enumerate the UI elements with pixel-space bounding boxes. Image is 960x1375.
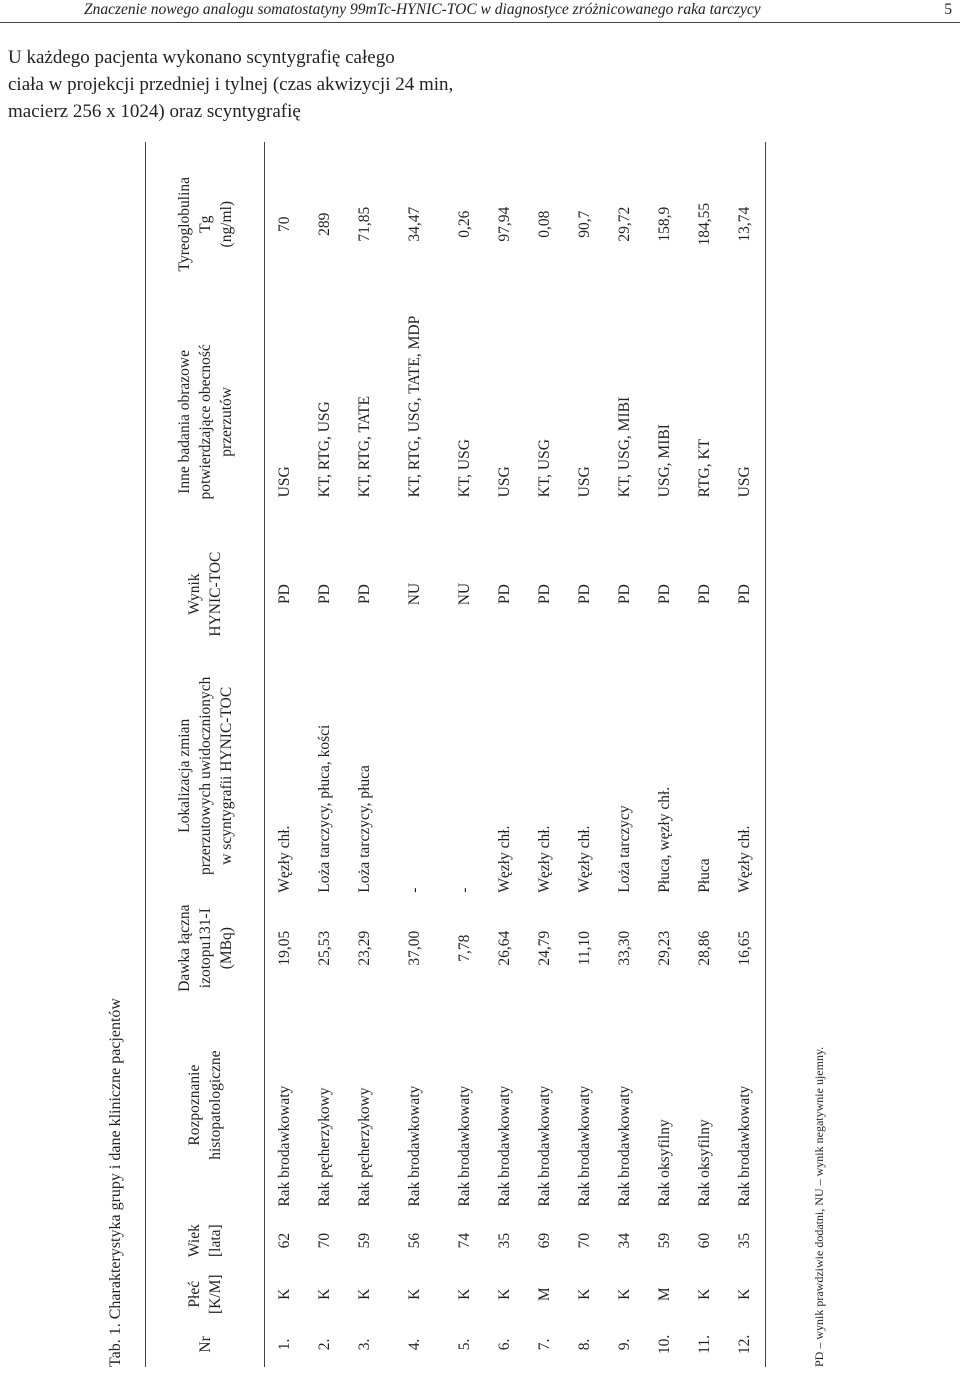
- cell-location: Węzły chł.: [576, 825, 593, 893]
- cell-location: Węzły chł.: [725, 651, 766, 901]
- body-line: ciała w projekcji przedniej i tylnej (czas akwizycji 24 min,: [8, 74, 454, 95]
- table-body: [265, 142, 766, 1367]
- cell-age: 56: [406, 1232, 423, 1249]
- cell-age: 62: [276, 1232, 293, 1249]
- table-row: [645, 142, 685, 1367]
- table-row: [725, 142, 766, 1367]
- cell-tg: 34,47: [406, 206, 423, 242]
- cell-tg: 289: [316, 212, 333, 236]
- header-nr-text: Nr: [196, 1336, 214, 1353]
- cell-tg: 29,72: [616, 206, 633, 242]
- cell-sex: K: [576, 1288, 593, 1300]
- table-row: [525, 142, 565, 1367]
- cell-location: Węzły chł.: [496, 825, 513, 893]
- cell-tg: 97,94: [496, 206, 513, 242]
- cell-age: 60: [696, 1232, 713, 1249]
- page-number: 5: [944, 1, 952, 18]
- cell-diagnosis: Rak brodawkowaty: [536, 1085, 553, 1207]
- header-result: [146, 537, 265, 651]
- cell-nr: 12.: [725, 1322, 766, 1367]
- header-line: Dawka łączna: [175, 904, 193, 992]
- cell-tg: 13,74: [725, 142, 766, 306]
- cell-other-imaging: RTG, KT: [696, 438, 713, 498]
- table-row: [265, 142, 306, 1367]
- patients-table: [145, 142, 766, 1367]
- cell-other-imaging: USG, MIBI: [656, 424, 673, 498]
- cell-age: 35: [725, 1215, 766, 1267]
- cell-result: PD: [356, 584, 373, 605]
- cell-sex: M: [656, 1287, 673, 1302]
- header-line: Tg: [196, 215, 214, 233]
- cell-dose: 29,23: [656, 930, 673, 966]
- cell-nr: 8.: [576, 1338, 593, 1351]
- cell-tg: 0,08: [536, 210, 553, 238]
- header-dose: [146, 901, 265, 996]
- cell-location: Węzły chł.: [276, 825, 293, 893]
- cell-other-imaging: USG: [496, 466, 513, 498]
- cell-result: PD: [316, 584, 333, 605]
- header-line: Wynik: [186, 573, 203, 615]
- cell-location: Płuca: [696, 858, 713, 893]
- cell-nr: 4.: [406, 1338, 423, 1351]
- cell-diagnosis: Rak brodawkowaty: [576, 1085, 593, 1207]
- cell-result: NU: [456, 582, 473, 606]
- header-nr: [146, 1322, 265, 1367]
- cell-other-imaging: USG: [276, 466, 293, 498]
- header-age: [146, 1215, 265, 1267]
- cell-sex: K: [406, 1288, 423, 1300]
- table-row: [685, 142, 725, 1367]
- header-line: Inne badania obrazowe: [175, 350, 193, 494]
- header-line: izotopu131-I: [196, 908, 214, 989]
- cell-result: PD: [696, 584, 713, 605]
- cell-result: PD: [496, 584, 513, 605]
- header-line: histopatologiczne: [207, 1050, 224, 1160]
- header-line: HYNIC-TOC: [207, 551, 224, 637]
- cell-tg: 0,26: [456, 210, 473, 238]
- header-sex: [146, 1267, 265, 1322]
- table-footnote: PD – wynik prawdziwie dodatni, NU – wynik negatywnie ujemny.: [812, 1046, 826, 1367]
- cell-result: PD: [536, 584, 553, 605]
- cell-location: Loża tarczycy, płuca: [356, 765, 373, 893]
- cell-tg: 70: [276, 216, 293, 232]
- cell-other-imaging: KT, RTG, USG: [316, 401, 333, 498]
- cell-result: NU: [406, 582, 423, 606]
- cell-sex: K: [616, 1288, 633, 1300]
- cell-tg: 158,9: [656, 206, 673, 242]
- cell-other-imaging: KT, USG: [456, 439, 473, 498]
- cell-age: 70: [576, 1232, 593, 1249]
- cell-dose: 16,65: [725, 901, 766, 996]
- cell-location: -: [406, 887, 423, 893]
- cell-dose: 23,29: [356, 930, 373, 966]
- cell-nr: 11.: [696, 1335, 713, 1354]
- cell-other-imaging: USG: [725, 306, 766, 537]
- cell-nr: 3.: [356, 1338, 373, 1351]
- table-row: [605, 142, 645, 1367]
- cell-nr: 10.: [656, 1334, 673, 1355]
- table-header-row: [146, 142, 265, 1367]
- cell-tg: 90,7: [576, 210, 593, 238]
- cell-location: Loża tarczycy: [616, 805, 633, 893]
- cell-result: PD: [656, 584, 673, 605]
- cell-diagnosis: Rak brodawkowaty: [276, 1085, 293, 1207]
- table-row: [565, 142, 605, 1367]
- cell-tg: 184,55: [696, 202, 713, 246]
- cell-nr: 7.: [536, 1338, 553, 1351]
- cell-tg: 71,85: [356, 206, 373, 242]
- cell-result: PD: [576, 584, 593, 605]
- cell-location: Węzły chł.: [536, 825, 553, 893]
- header-line: przerzutów: [217, 387, 235, 457]
- header-line: Rozpoznanie: [186, 1064, 203, 1146]
- cell-age: 74: [456, 1232, 473, 1249]
- table-row: [385, 142, 445, 1367]
- cell-diagnosis: Rak brodawkowaty: [406, 1085, 423, 1207]
- cell-dose: 37,00: [406, 930, 423, 966]
- table-row: [305, 142, 345, 1367]
- header-line: w scyntygrafii HYNIC-TOC: [217, 686, 235, 865]
- body-line: U każdego pacjenta wykonano scyntygrafię całego: [8, 47, 395, 68]
- cell-dose: 26,64: [496, 930, 513, 966]
- cell-diagnosis: Rak brodawkowaty: [616, 1085, 633, 1207]
- cell-sex: K: [356, 1288, 373, 1300]
- cell-nr: 9.: [616, 1338, 633, 1351]
- cell-age: 70: [316, 1232, 333, 1249]
- header-other-imaging: [146, 306, 265, 537]
- header-line: [K/M]: [207, 1274, 224, 1315]
- header-line: (ng/ml): [217, 200, 235, 248]
- cell-sex: K: [316, 1288, 333, 1300]
- cell-other-imaging: USG: [576, 466, 593, 498]
- cell-sex: M: [536, 1287, 553, 1302]
- table-row: [345, 142, 385, 1367]
- cell-other-imaging: KT, RTG, TATE: [356, 395, 373, 498]
- cell-nr: 5.: [456, 1338, 473, 1351]
- cell-diagnosis: Rak oksyfilny: [656, 1119, 673, 1207]
- cell-sex: K: [696, 1288, 713, 1300]
- cell-other-imaging: KT, USG: [536, 439, 553, 498]
- cell-dose: 7,78: [456, 934, 473, 962]
- cell-dose: 24,79: [536, 930, 553, 966]
- cell-other-imaging: KT, USG, MIBI: [616, 396, 633, 498]
- header-line: Płeć: [186, 1280, 203, 1308]
- header-line: Tyreoglobulina: [175, 176, 193, 272]
- header-line: przerzutowych uwidocznionych: [196, 676, 214, 876]
- cell-sex: K: [496, 1288, 513, 1300]
- cell-diagnosis: Rak pęcherzykowy: [316, 1087, 333, 1207]
- cell-result: PD: [276, 584, 293, 605]
- header-diagnosis: [146, 996, 265, 1215]
- header-line: [lata]: [207, 1224, 224, 1257]
- cell-age: 35: [496, 1232, 513, 1249]
- running-title: Znaczenie nowego analogu somatostatyny 99mTc-HYNIC-TOC w diagnostyce zróżnicowanego raka tarczycy: [84, 1, 761, 18]
- header-line: potwierdzające obecność: [196, 344, 214, 500]
- cell-age: 59: [356, 1232, 373, 1249]
- cell-diagnosis: Rak oksyfilny: [696, 1119, 713, 1207]
- cell-nr: 2.: [316, 1338, 333, 1351]
- cell-sex: K: [456, 1288, 473, 1300]
- table-row: [485, 142, 525, 1367]
- header-line: Lokalizacja zmian: [175, 718, 193, 833]
- cell-age: 34: [616, 1232, 633, 1249]
- cell-sex: K: [725, 1267, 766, 1322]
- header-line: Wiek: [186, 1224, 203, 1258]
- body-line: macierz 256 x 1024) oraz scyntygrafię: [8, 101, 301, 122]
- cell-age: 59: [656, 1232, 673, 1249]
- cell-diagnosis: Rak brodawkowaty: [725, 996, 766, 1215]
- cell-location: Loża tarczycy, płuca, kości: [316, 724, 333, 893]
- cell-sex: K: [276, 1288, 293, 1300]
- cell-dose: 19,05: [276, 930, 293, 966]
- cell-nr: 1.: [276, 1338, 293, 1351]
- table-row: [445, 142, 485, 1367]
- header-location: [146, 651, 265, 901]
- header-tg: [146, 142, 265, 306]
- cell-nr: 6.: [496, 1338, 513, 1351]
- cell-dose: 25,53: [316, 930, 333, 966]
- cell-diagnosis: Rak pęcherzykowy: [356, 1087, 373, 1207]
- cell-diagnosis: Rak brodawkowaty: [496, 1085, 513, 1207]
- cell-result: PD: [725, 537, 766, 651]
- table-caption: Tab. 1. Charakterystyka grupy i dane kliniczne pacjentów: [107, 998, 124, 1367]
- cell-other-imaging: KT, RTG, USG, TATE, MDP: [406, 315, 423, 498]
- cell-dose: 28,86: [696, 930, 713, 966]
- cell-result: PD: [616, 584, 633, 605]
- cell-age: 69: [536, 1232, 553, 1249]
- cell-diagnosis: Rak brodawkowaty: [456, 1085, 473, 1207]
- header-line: (MBq): [217, 927, 235, 970]
- cell-dose: 11,10: [576, 931, 593, 966]
- cell-location: -: [456, 887, 473, 893]
- cell-location: Płuca, węzły chł.: [656, 786, 673, 893]
- cell-dose: 33,30: [616, 930, 633, 966]
